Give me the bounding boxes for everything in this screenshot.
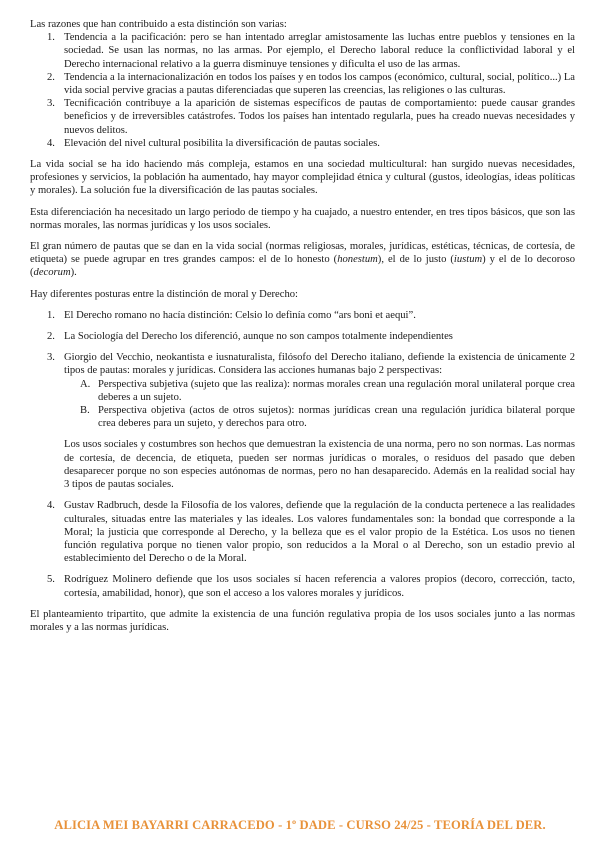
postures-list	[30, 309, 575, 431]
item-number: 1.	[47, 309, 55, 321]
final-paragraph: El planteamiento tripartito, que admite la existencia de una función regulativa propia de los usos sociales junto a las normas morales y a las normas jurídicas.	[30, 608, 575, 633]
item-number: 5.	[47, 574, 55, 586]
item-text: Tendencia a la internacionalización en todos los países y en todos los campos (económico, cultural, social, político...) La vida social pervive gracias a pautas diferenciadas que superen las creencias, las religiones o las culturas.	[64, 71, 575, 97]
item-text: Elevación del nivel cultural posibilita la diversificación de pautas sociales.	[64, 137, 380, 149]
perspectives-list	[64, 378, 575, 431]
item-text: Rodríguez Molinero defiende que los usos sociales sí hacen referencia a valores propios (decoro, corrección, tacto, cortesía, amabilidad, honor), que son el acceso a los valores morales y jurídicos.	[64, 574, 575, 599]
item-text: Giorgio del Vecchio, neokantista e iusnaturalista, filósofo del Derecho italiano, defiende la existencia de únicamente 2 tipos de pautas: morales y jurídicas. Considera las acciones humanas bajo 2 perspectivas:	[64, 352, 575, 377]
postures-list-continued	[30, 499, 575, 599]
reasons-list	[30, 31, 575, 150]
item-text: El Derecho romano no hacía distinción: Celsio lo definía como “ars boni et aequi”.	[64, 309, 416, 321]
item-number: 4.	[47, 500, 55, 512]
postures-intro: Hay diferentes posturas entre la distinción de moral y Derecho:	[30, 288, 298, 300]
list-item	[80, 378, 575, 404]
list-item	[30, 330, 575, 343]
item-letter: B.	[80, 405, 90, 417]
page-footer: ALICIA MEI BAYARRI CARRACEDO - 1º DADE - CURSO 24/25 - TEORÍA DEL DER.	[54, 818, 546, 832]
document-body	[30, 18, 575, 634]
item-text: Perspectiva subjetiva (sujeto que las realiza): normas morales crean una regulación moral unilateral porque crea deberes a un sujeto.	[98, 378, 575, 403]
term-iustum: iustum	[453, 254, 483, 266]
item-number: 2.	[47, 331, 55, 343]
intro-paragraph: Las razones que han contribuido a esta distinción son varias:	[30, 19, 287, 30]
item-text: Gustav Radbruch, desde la Filosofía de los valores, defiende que la regulación de la conducta pertenece a las realidades culturales, situadas entre las materiales y las ideales. Los valores fundamentales son: la bondad que corresponde a la Moral; la justicia que corresponde al Derecho, y la belleza que es el valor propio de la Estética. Los usos no tienen función regulativa porque no tienen valor propio, son reducidos a la Moral o al Derecho, son un estadio previo al establecimiento del Derecho o de la Moral.	[64, 500, 575, 565]
item-number: 2.	[47, 71, 55, 83]
item-text: Tendencia a la pacificación: pero se han intentado arreglar amistosamente las luchas entre pueblos y tensiones en la sociedad. Se usan las normas, no las armas. Por ejemplo, el Derecho laboral reduce la conflictividad laboral y el Derecho internacional relativo a la guerra disminuye tensiones y dificulta el uso de las armas.	[64, 32, 575, 70]
list-item	[30, 351, 575, 430]
differentiation-paragraph: Esta diferenciación ha necesitado un largo periodo de tiempo y ha cuajado, a nuestro entender, en tres tipos básicos, que son las normas morales, las normas jurídicas y los usos sociales.	[30, 206, 575, 231]
item-letter: A.	[80, 378, 91, 390]
list-item	[30, 71, 575, 97]
list-item	[30, 97, 575, 137]
term-honestum: honestum	[337, 254, 378, 266]
social-life-paragraph: La vida social se ha ido haciendo más compleja, estamos en una sociedad multicultural: han surgido nuevas necesidades, profesiones y servicios, la población ha aumentado, hay mayor complejidad étnica y cultural (gustos, ideologías, ideas políticas y morales). La solución fue la diversificación de las pautas sociales.	[30, 159, 575, 197]
item-number: 4.	[47, 137, 55, 149]
list-item	[30, 31, 575, 71]
list-item	[30, 499, 575, 565]
list-item	[30, 309, 575, 322]
item-number: 3.	[47, 352, 55, 364]
item-number: 1.	[47, 32, 55, 44]
list-item	[30, 137, 575, 150]
item-number: 3.	[47, 98, 55, 110]
list-item	[80, 404, 575, 430]
item-text: Perspectiva objetiva (actos de otros sujetos): normas jurídicas crean una regulación jurídica bilateral porque crea deberes para un sujeto, y derechos para otro.	[98, 405, 575, 430]
usos-sociales-paragraph: Los usos sociales y costumbres son hechos que demuestran la existencia de una norma, pero no son normas. Las normas de cortesía, de decencia, de etiqueta, pueden ser normas jurídicas o morales, o residuos del pasado que deben desaparecer porque no son especies autónomas de normas, pero no han desaparecido. Además en la realidad social hay 3 tipos de pautas sociales.	[64, 439, 575, 491]
norms-grouping-paragraph: El gran número de pautas que se dan en la vida social (normas religiosas, morales, jurídicas, estéticas, técnicas, de cortesía, de etiqueta) se puede agrupar en tres grandes campos: el de lo honesto (honestum), el de lo justo (iustum) y el de lo decoroso (decorum).	[30, 241, 575, 279]
item-text: La Sociología del Derecho los diferenció, aunque no son campos totalmente independientes	[64, 331, 453, 343]
term-decorum: decorum	[33, 267, 71, 279]
list-item	[30, 573, 575, 599]
item-text: Tecnificación contribuye a la aparición de sistemas específicos de pautas de comportamiento: puede causar grandes beneficios y de irreversibles catástrofes. Todos los países han intentado regularla, pues ha creado nuevas necesidades y nuevos delitos.	[64, 98, 575, 136]
